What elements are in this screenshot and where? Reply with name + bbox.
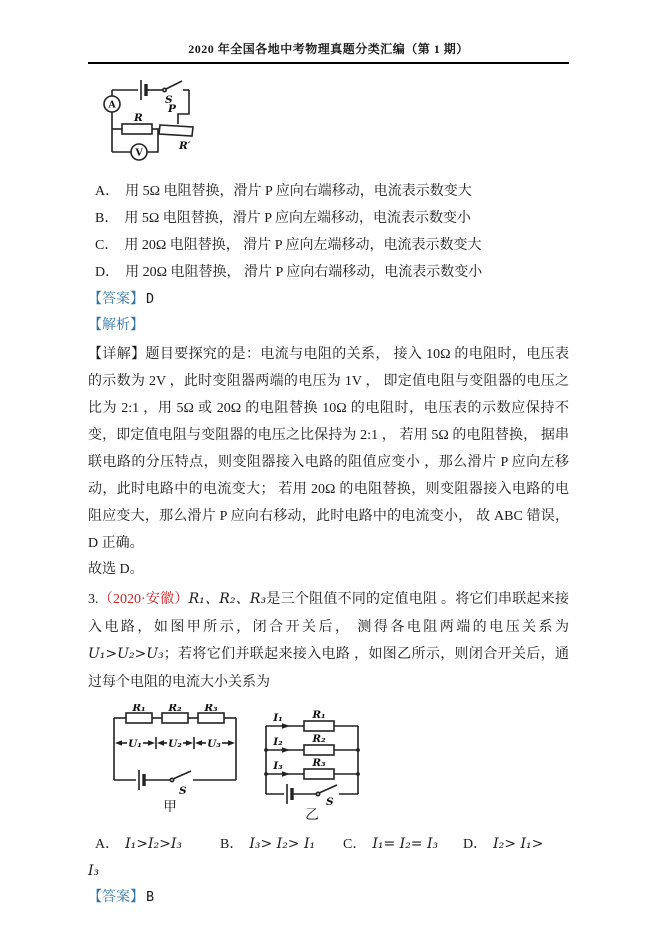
q2-option-b bbox=[88, 205, 569, 232]
arrowhead bbox=[228, 740, 235, 745]
q3-option-b bbox=[220, 830, 315, 859]
q2-detail-paragraph bbox=[88, 341, 569, 557]
resistor-r2-symbol bbox=[304, 745, 334, 755]
q2-analysis-line bbox=[88, 313, 569, 339]
option-value: I₃> I₂> I₁ bbox=[249, 836, 316, 852]
arrowhead bbox=[148, 740, 155, 745]
circuit-diagram-yi-parallel bbox=[256, 704, 368, 824]
option-text: 用 5Ω 电阻替换，滑片 P 应向右端移动，电流表示数变大 bbox=[125, 184, 472, 199]
current-arrowhead bbox=[282, 723, 290, 729]
q3-number: 3. bbox=[88, 592, 99, 607]
junction-dot bbox=[264, 748, 268, 752]
rheostat-symbol bbox=[159, 125, 193, 136]
q2-circuit-figure bbox=[94, 76, 569, 171]
option-text: 用 5Ω 电阻替换，滑片 P 应向左端移动，电流表示数变小 bbox=[124, 211, 472, 226]
switch-label: S bbox=[179, 785, 187, 797]
junction-dot bbox=[264, 772, 268, 776]
u1-label: U₁ bbox=[128, 738, 142, 750]
option-letter: B． bbox=[95, 211, 119, 226]
current-arrowhead bbox=[282, 747, 290, 753]
r2-label: R₂ bbox=[168, 704, 182, 714]
q2-option-d bbox=[88, 259, 569, 286]
i3-label: I₃ bbox=[273, 760, 283, 772]
answer-value: B bbox=[146, 889, 155, 905]
document-page bbox=[88, 40, 569, 911]
r3-label: R₃ bbox=[204, 704, 218, 714]
q3-text-1: 是三个阻值不同的定值电阻 。将它们串联起来接入电路，如图甲所示，闭合开关后， 测得各电阻两端的电压关系为 bbox=[88, 592, 569, 635]
u3-label: U₃ bbox=[207, 738, 221, 750]
r3-label: R₃ bbox=[312, 757, 326, 769]
q3-option-d-overflow: I₃ bbox=[88, 863, 100, 879]
wire bbox=[178, 90, 189, 124]
switch-label: S bbox=[326, 796, 334, 808]
resistor-label: R bbox=[134, 112, 143, 124]
option-letter: D． bbox=[95, 265, 120, 280]
switch-blade bbox=[166, 81, 182, 89]
q2-option-c bbox=[88, 232, 569, 259]
analysis-tag: 【解析】 bbox=[88, 318, 144, 333]
figure-caption-jia: 甲 bbox=[163, 799, 177, 814]
resistor-r1-symbol bbox=[304, 721, 334, 731]
page-header-title: 2020 年全国各地中考物理真题分类汇编（第 1 期） bbox=[188, 42, 469, 56]
i2-label: I₂ bbox=[273, 736, 283, 748]
q3-answer-line bbox=[88, 884, 569, 911]
option-letter: B． bbox=[220, 837, 244, 852]
i1-label: I₁ bbox=[273, 712, 283, 724]
q2-options bbox=[88, 178, 569, 286]
q2-conclusion: 故选 D。 bbox=[88, 562, 144, 577]
header-rule bbox=[88, 62, 569, 64]
option-letter: C． bbox=[95, 238, 119, 253]
q3-options bbox=[88, 830, 569, 858]
q3-option-d bbox=[463, 830, 543, 859]
circuit-diagram-q2 bbox=[94, 76, 244, 171]
option-letter: A． bbox=[95, 837, 120, 852]
q3-resistor-vars: R₁、R₂、R₃ bbox=[188, 591, 267, 607]
resistor-symbol bbox=[122, 124, 152, 134]
arrowhead bbox=[195, 740, 202, 745]
resistor-r1-symbol bbox=[126, 713, 152, 723]
detail-tag: 【详解】 bbox=[88, 347, 146, 362]
option-letter: D． bbox=[463, 837, 488, 852]
q3-option-c bbox=[343, 830, 438, 859]
q3-option-a bbox=[95, 830, 182, 859]
junction-dot bbox=[356, 748, 360, 752]
switch-blade bbox=[173, 771, 191, 779]
voltmeter-label: V bbox=[135, 147, 143, 159]
resistor-r2-symbol bbox=[162, 713, 188, 723]
switch-label: S bbox=[165, 94, 173, 106]
q3-text-2: ；若将它们并联起来接入电路 ，如图乙所示，则闭合开关后，通过每个电阻的电流大小关系为 bbox=[88, 647, 569, 690]
r1-label: R₁ bbox=[132, 704, 146, 714]
rheostat-label: R′ bbox=[179, 140, 191, 152]
q3-stem bbox=[88, 586, 569, 696]
answer-value: D bbox=[146, 291, 155, 307]
r1-label: R₁ bbox=[312, 709, 326, 721]
q3-voltage-relation: U₁>U₂>U₃ bbox=[88, 646, 164, 662]
arrowhead bbox=[157, 740, 164, 745]
option-text: 用 20Ω 电阻替换， 滑片 P 应向左端移动，电流表示数变大 bbox=[124, 238, 482, 253]
resistor-r3-symbol bbox=[304, 769, 334, 779]
q3-source-tag: （2020·安徽） bbox=[98, 592, 189, 607]
slider-label: P bbox=[168, 103, 176, 115]
switch-pivot bbox=[163, 88, 166, 91]
resistor-r3-symbol bbox=[198, 713, 224, 723]
figure-caption-yi: 乙 bbox=[305, 807, 319, 822]
current-arrowhead bbox=[282, 771, 290, 777]
answer-tag: 【答案】 bbox=[88, 890, 144, 905]
arrowhead bbox=[186, 740, 193, 745]
circuit-diagram-jia-series bbox=[94, 704, 246, 818]
junction-dot bbox=[356, 772, 360, 776]
option-value: I₂> I₁> bbox=[493, 836, 544, 852]
option-letter: C． bbox=[343, 837, 367, 852]
ammeter-label: A bbox=[108, 99, 116, 111]
q3-circuit-figures bbox=[94, 704, 569, 824]
answer-tag: 【答案】 bbox=[88, 292, 144, 307]
option-text: 用 20Ω 电阻替换， 滑片 P 应向右端移动，电流表示数变小 bbox=[125, 265, 483, 280]
arrowhead bbox=[115, 740, 122, 745]
option-letter: A． bbox=[95, 184, 120, 199]
u2-label: U₂ bbox=[168, 738, 182, 750]
q2-answer-line bbox=[88, 286, 569, 313]
r2-label: R₂ bbox=[312, 733, 326, 745]
q2-option-a bbox=[88, 178, 569, 205]
option-value: I₁>I₂>I₃ bbox=[125, 836, 183, 852]
detail-text: 题目要探究的是：电流与电阻的关系， 接入 10Ω 的电阻时，电压表的示数为 2V ，此时变阻器两端的电压为 1V ， 即定值电阻与变阻器的电压之比为 2:1 ，用 5Ω 或 20Ω 的电阻替换 10Ω 的电阻时，电压表的示数应保持不变，即定值电阻与变阻器的电压之比保持为 2:1 ， 若用 5Ω 的电阻替换， 据串联电路的分压特点，则变阻器接入电路的阻值应变小 ，那么滑片 P 应向左移动，此时电路中的电流变大； 若用 20Ω 的电阻替换，则变阻器接入电路的电阻应变大，那么滑片 P 应向右移动，此时电路中的电流变小， 故 ABC 错误，D 正确。 bbox=[88, 347, 569, 551]
switch-blade bbox=[319, 785, 337, 793]
option-value: I₁= I₂= I₃ bbox=[372, 836, 439, 852]
